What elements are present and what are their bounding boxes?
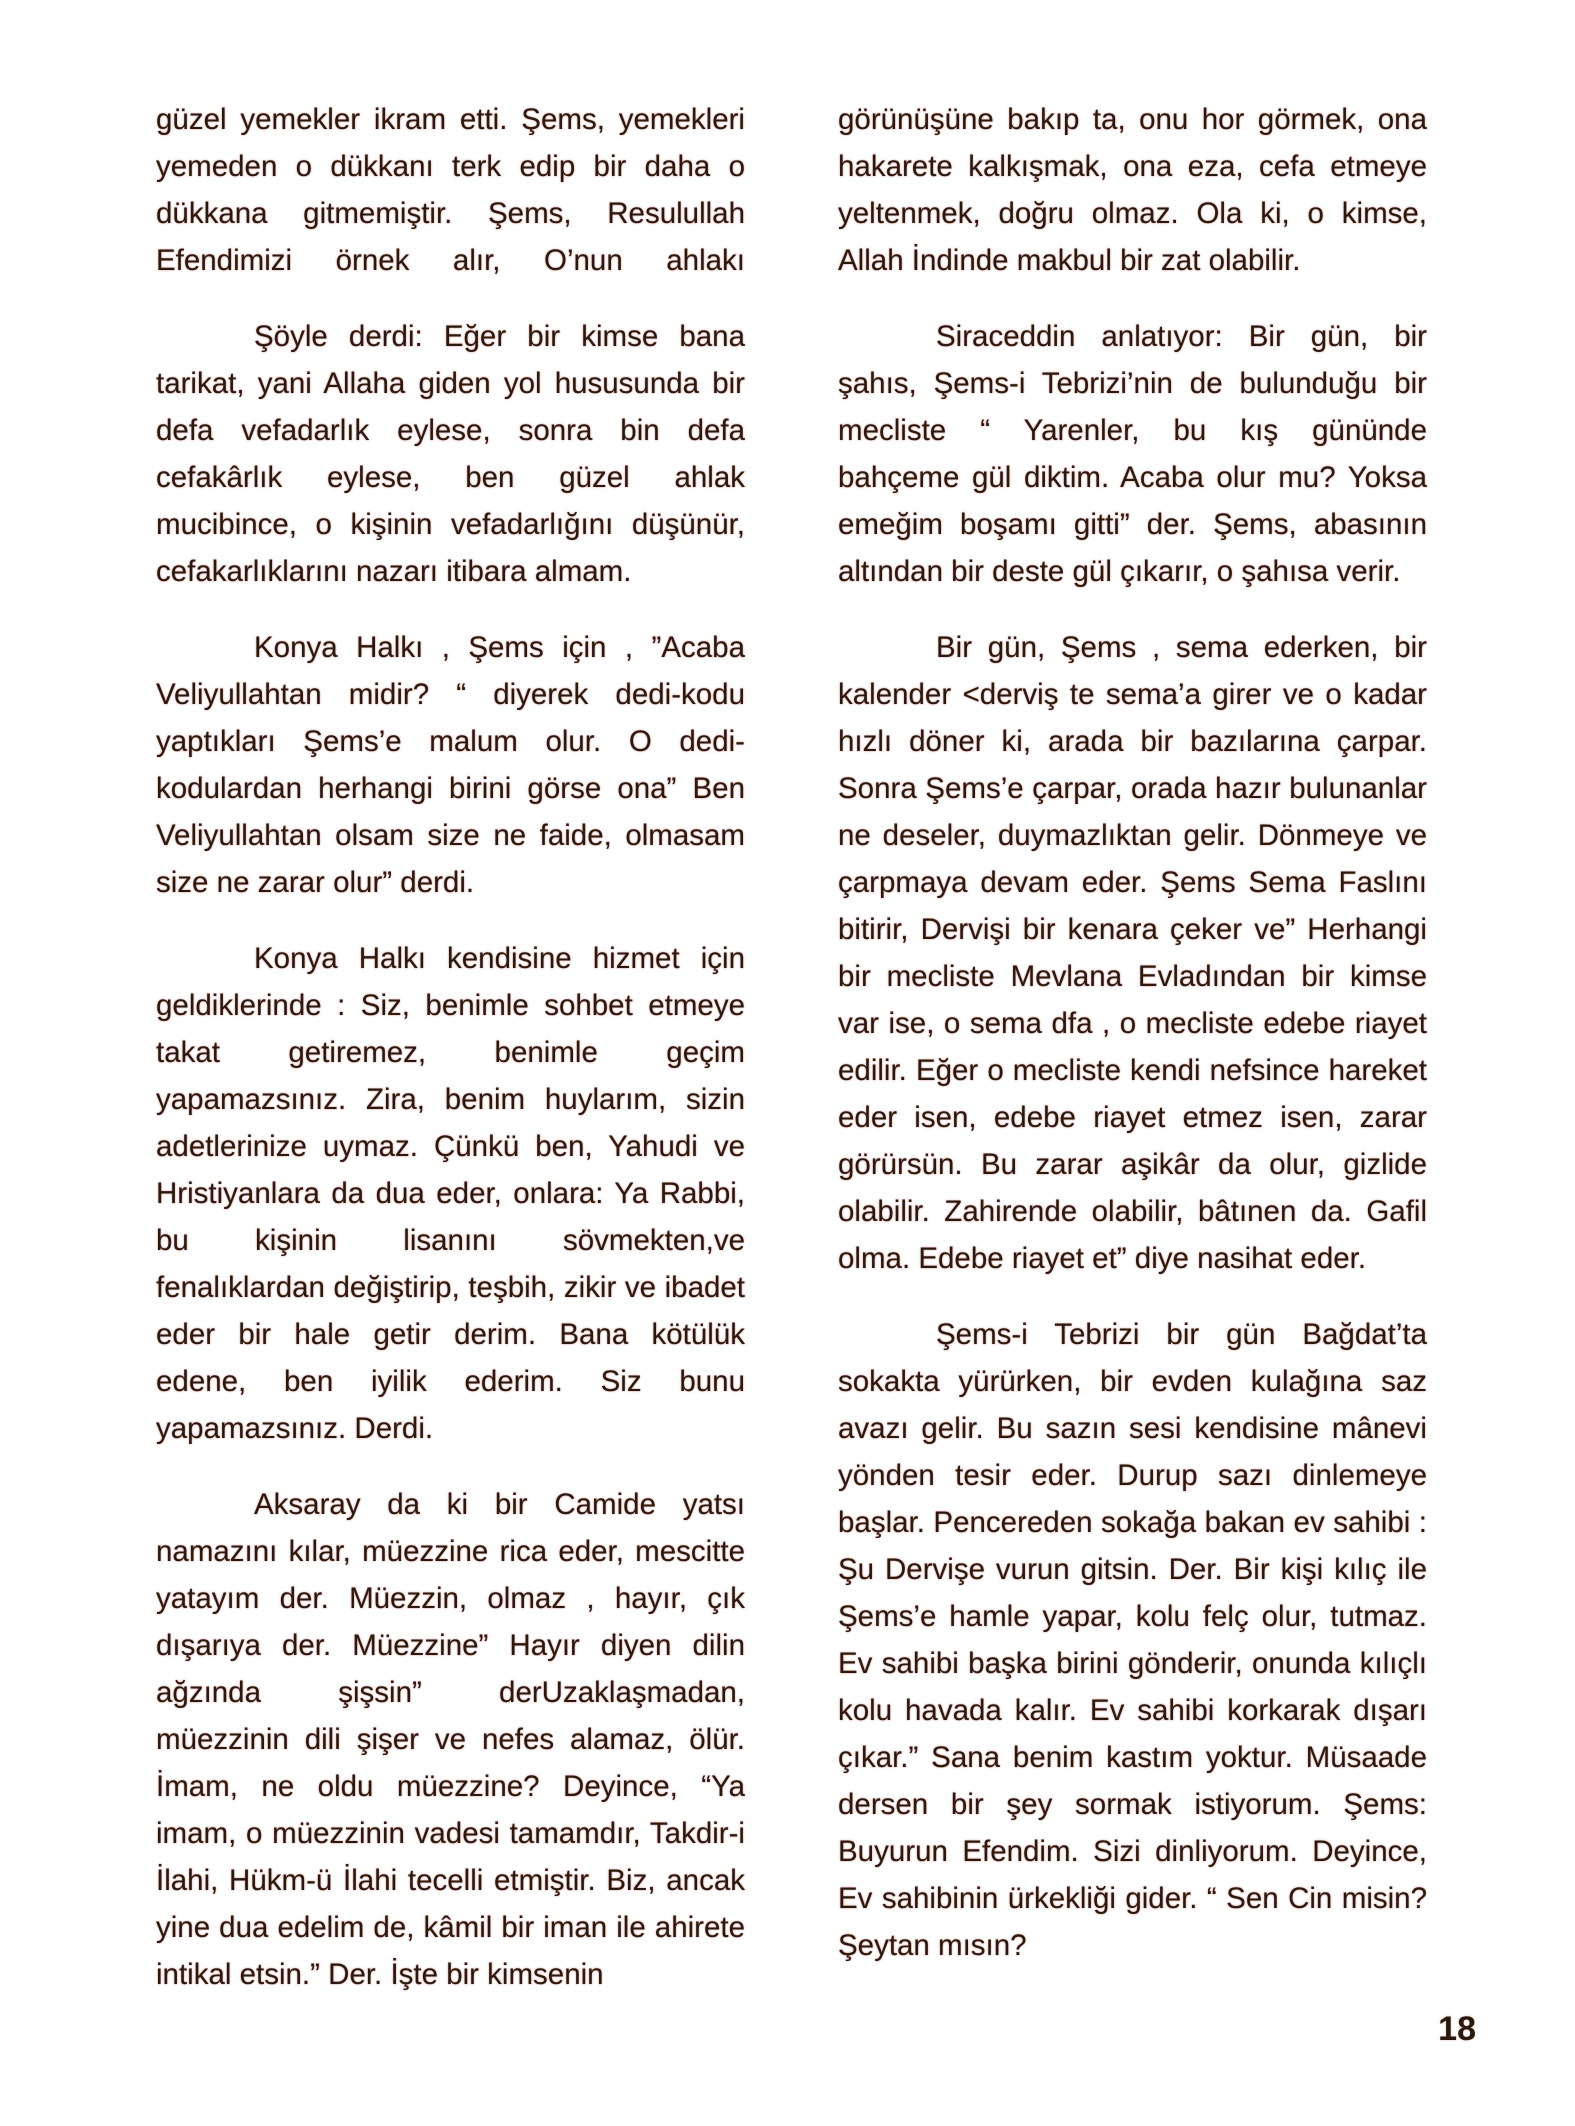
paragraph: Bir gün, Şems , sema ederken, bir kalender <derviş te sema’a girer ve o kadar hızlı döner ki, arada bir bazılarına çarpar. Sonra Şems’e çarpar, orada hazır bulunanlar ne deseler, duymazlıktan gelir. Dönmeye ve çarpmaya devam eder. Şems Sema Faslını bitirir, Dervişi bir kenara çeker ve” Herhangi bir mecliste Mevlana Evladından bir kimse var ise, o sema dfa , o mecliste edebe riayet edilir. Eğer o mecliste kendi nefsince hareket eder isen, edebe riayet etmez isen, zarar görürsün. Bu zarar aşikâr da olur, gizlide olabilir. Zahirende olabilir, bâtınen da. Gafil olma. Edebe riayet et” diye nasihat eder. bbox=[838, 631, 1427, 1275]
right-column bbox=[838, 96, 1427, 1998]
paragraph: Aksaray da ki bir Camide yatsı namazını kılar, müezzine rica eder, mescitte yatayım der. Müezzin, olmaz , hayır, çık dışarıya der. Müezzine” Hayır diyen dilin ağzında şişsin” derUzaklaşmadan, müezzinin dili şişer ve nefes alamaz, ölür. İmam, ne oldu müezzine? Deyince, “Ya imam, o müezzinin vadesi tamamdır, Takdir-i İlahi, Hükm-ü İlahi tecelli etmiştir. Biz, ancak yine dua edelim de, kâmil bir iman ile ahirete intikal etsin.” Der. İşte bir kimsenin bbox=[156, 1488, 745, 1991]
paragraph-continuation: görünüşüne bakıp ta, onu hor görmek, ona hakarete kalkışmak, ona eza, cefa etmeye yeltenmek, doğru olmaz. Ola ki, o kimse, Allah İndinde makbul bir zat olabilir. bbox=[838, 103, 1427, 277]
paragraph: Konya Halkı , Şems için , ”Acaba Veliyullahtan midir? “ diyerek dedi-kodu yaptıkları Şems’e malum olur. O dedi-kodulardan herhangi birini görse ona” Ben Veliyullahtan olsam size ne faide, olmasam size ne zarar olur” derdi. bbox=[156, 631, 745, 899]
left-column bbox=[156, 96, 745, 2027]
paragraph: Konya Halkı kendisine hizmet için geldiklerinde : Siz, benimle sohbet etmeye takat getiremez, benimle geçim yapamazsınız. Zira, benim huylarım, sizin adetlerinize uymaz. Çünkü ben, Yahudi ve Hristiyanlara da dua eder, onlara: Ya Rabbi, bu kişinin lisanını sövmekten,ve fenalıklardan değiştirip, teşbih, zikir ve ibadet eder bir hale getir derim. Bana kötülük edene, ben iyilik ederim. Siz bunu yapamazsınız. Derdi. bbox=[156, 942, 745, 1445]
paragraph-continuation: güzel yemekler ikram etti. Şems, yemekleri yemeden o dükkanı terk edip bir daha o dükkana gitmemiştir. Şems, Resulullah Efendimizi örnek alır, O’nun ahlakı bbox=[156, 103, 745, 277]
page-number: 18 bbox=[1438, 2010, 1476, 2048]
paragraph: Şems-i Tebrizi bir gün Bağdat’ta sokakta yürürken, bir evden kulağına saz avazı gelir. Bu sazın sesi kendisine mânevi yönden tesir eder. Durup sazı dinlemeye başlar. Pencereden sokağa bakan ev sahibi : Şu Dervişe vurun gitsin. Der. Bir kişi kılıç ile Şems’e hamle yapar, kolu felç olur, tutmaz. Ev sahibi başka birini gönderir, onunda kılıçlı kolu havada kalır. Ev sahibi korkarak dışarı çıkar.” Sana benim kastım yoktur. Müsaade dersen bir şey sormak istiyorum. Şems: Buyurun Efendim. Sizi dinliyorum. Deyince, Ev sahibinin ürkekliği gider. “ Sen Cin misin? Şeytan mısın? bbox=[838, 1318, 1427, 1962]
paragraph: Şöyle derdi: Eğer bir kimse bana tarikat, yani Allaha giden yol hususunda bir defa vefadarlık eylese, sonra bin defa cefakârlık eylese, ben güzel ahlak mucibince, o kişinin vefadarlığını düşünür, cefakarlıklarını nazarı itibara almam. bbox=[156, 320, 745, 588]
paragraph: Siraceddin anlatıyor: Bir gün, bir şahıs, Şems-i Tebrizi’nin de bulunduğu bir mecliste “ Yarenler, bu kış gününde bahçeme gül diktim. Acaba olur mu? Yoksa emeğim boşamı gitti” der. Şems, abasının altından bir deste gül çıkarır, o şahısa verir. bbox=[838, 320, 1427, 588]
